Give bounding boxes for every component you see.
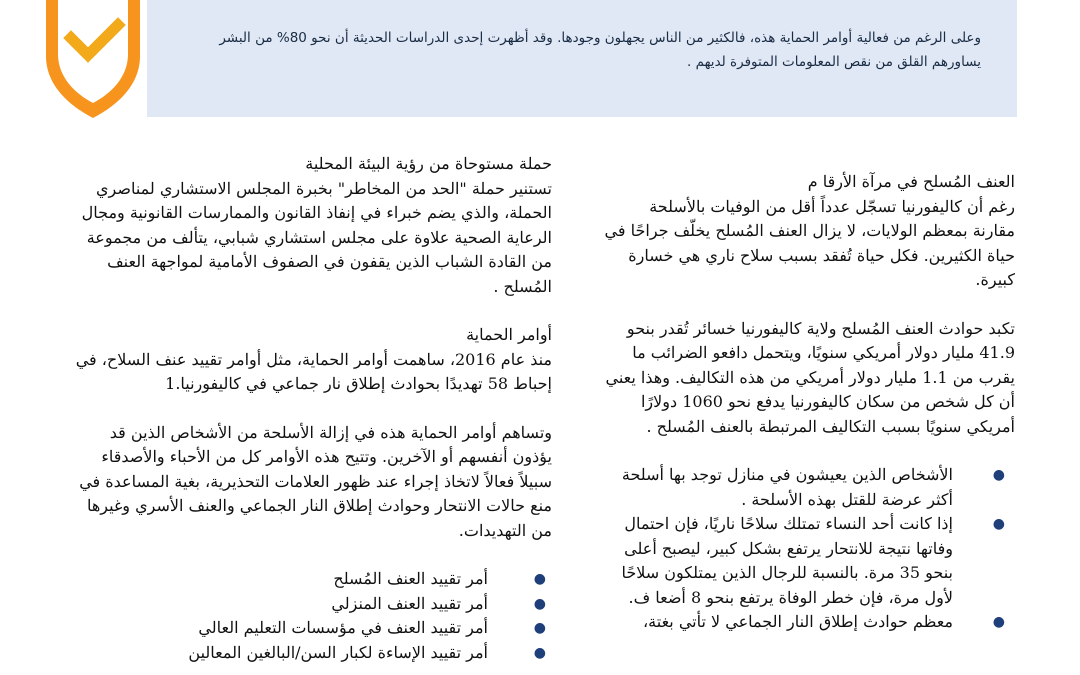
section-heading-gun-violence-numbers: العنف المُسلح في مرآة الأرقا م xyxy=(807,172,1015,191)
bullet-icon: ● xyxy=(533,595,546,612)
paragraph-california-deaths: رغم أن كاليفورنيا تسجّل عدداً أقل من الوفيات بالأسلحة مقارنة بمعظم الولايات، لا يزال العنف المُسلح يخلّف جراحًا في حياة الكثيرين. فكل حياة تُفقد بسبب سلاح ناري هي خسارة كبيرة. xyxy=(604,196,1015,289)
right-column xyxy=(603,170,1015,635)
info-callout xyxy=(147,0,1017,117)
paragraph-costs: تكبد حوادث العنف المُسلح ولاية كاليفورنيا خسائر تُقدر بنحو 41.9 مليار دولار أمريكي سنويًا، ويتحمل دافعو الضرائب ما يقرب من 1.1 مليار دولار أمريكي من هذه التكاليف. وهذا يعني أن كل شخص من سكان كاليفورنيا يدفع نحو 1060 دولارًا أمريكي سنويًا بسبب التكاليف المرتبطة بالعنف المُسلح . xyxy=(605,318,1015,436)
bullet-icon: ● xyxy=(533,571,546,587)
shield-check-icon xyxy=(38,0,148,122)
orders-list xyxy=(66,567,552,665)
list-item: ● أمر تقييد الإساءة لكبار السن/البالغين المعالين xyxy=(66,641,552,666)
callout-line-1: وعلى الرغم من فعالية أوامر الحماية هذه، فالكثير من الناس يجهلون وجودها. وقد أظهرت إحدى الدراسات الحديثة أن نحو 80% من البشر xyxy=(219,30,981,46)
left-column xyxy=(66,152,552,665)
bullet-icon: ● xyxy=(992,614,1005,630)
paragraph-advisory-board: تستنير حملة "الحد من المخاطر" بخبرة المجلس الاستشاري لمناصري الحملة، والذي يضم خبراء في إنفاذ القانون والممارسات القانونية ومجال الرعاية الصحية علاوة على مجلس استشاري شبابي، يتألف من مجموعة من القادة الشباب الذين يقفون في الصفوف الأمامية لمواجهة العنف المُسلح . xyxy=(81,178,552,296)
section-heading-protection-orders: أوامر الحماية xyxy=(466,325,552,344)
list-item: ● الأشخاص الذين يعيشون في منازل توجد بها أسلحة أكثر عرضة للقتل بهذه الأسلحة . xyxy=(621,465,1005,509)
bullet-icon: ● xyxy=(992,516,1005,532)
callout-line-2: يساورهم القلق من نقص المعلومات المتوفرة لديهم . xyxy=(687,54,981,70)
paragraph-since-2016: منذ عام 2016، ساهمت أوامر الحماية، مثل أوامر تقييد عنف السلاح، في إحباط 58 تهديدًا بحوادث إطلاق نار جماعي في كاليفورنيا.1 xyxy=(75,349,552,393)
bullet-icon: ● xyxy=(533,620,546,636)
facts-list xyxy=(603,463,1015,635)
bullet-icon: ● xyxy=(533,644,546,661)
list-item: ● أمر تقييد العنف المُسلح xyxy=(66,567,552,592)
bullet-icon: ● xyxy=(992,467,1005,483)
list-item: ● أمر تقييد العنف المنزلي xyxy=(66,592,552,617)
list-item: ● إذا كانت أحد النساء تمتلك سلاحًا ناريًا، فإن احتمال وفاتها نتيجة للانتحار يرتفع بشكل كبير، ليصبح أعلى بنحو 35 مرة. بالنسبة للرجال الذين يمتلكون سلاحًا لأول مرة، فإن خطر الوفاة يرتفع بنحو 8 أضعا ف. xyxy=(621,514,1005,607)
section-heading-campaign: حملة مستوحاة من رؤية البيئة المحلية xyxy=(305,154,552,173)
paragraph-orders-help: وتساهم أوامر الحماية هذه في إزالة الأسلحة من الأشخاص الذين قد يؤذون أنفسهم أو الآخرين. وتتيح هذه الأوامر كل من الأحباء والأصدقاء سبيلاً فعالاً لاتخاذ إجراء عند ظهور العلامات التحذيرية، بغية المساعدة في منع حالات الانتحار وحوادث إطلاق النار الجماعي والعنف الأسري وغيرها من التهديدات. xyxy=(79,422,552,540)
list-item: ● معظم حوادث إطلاق النار الجماعي لا تأتي بغتة، xyxy=(603,610,1015,635)
list-item: ● أمر تقييد العنف في مؤسسات التعليم العالي xyxy=(66,616,552,641)
